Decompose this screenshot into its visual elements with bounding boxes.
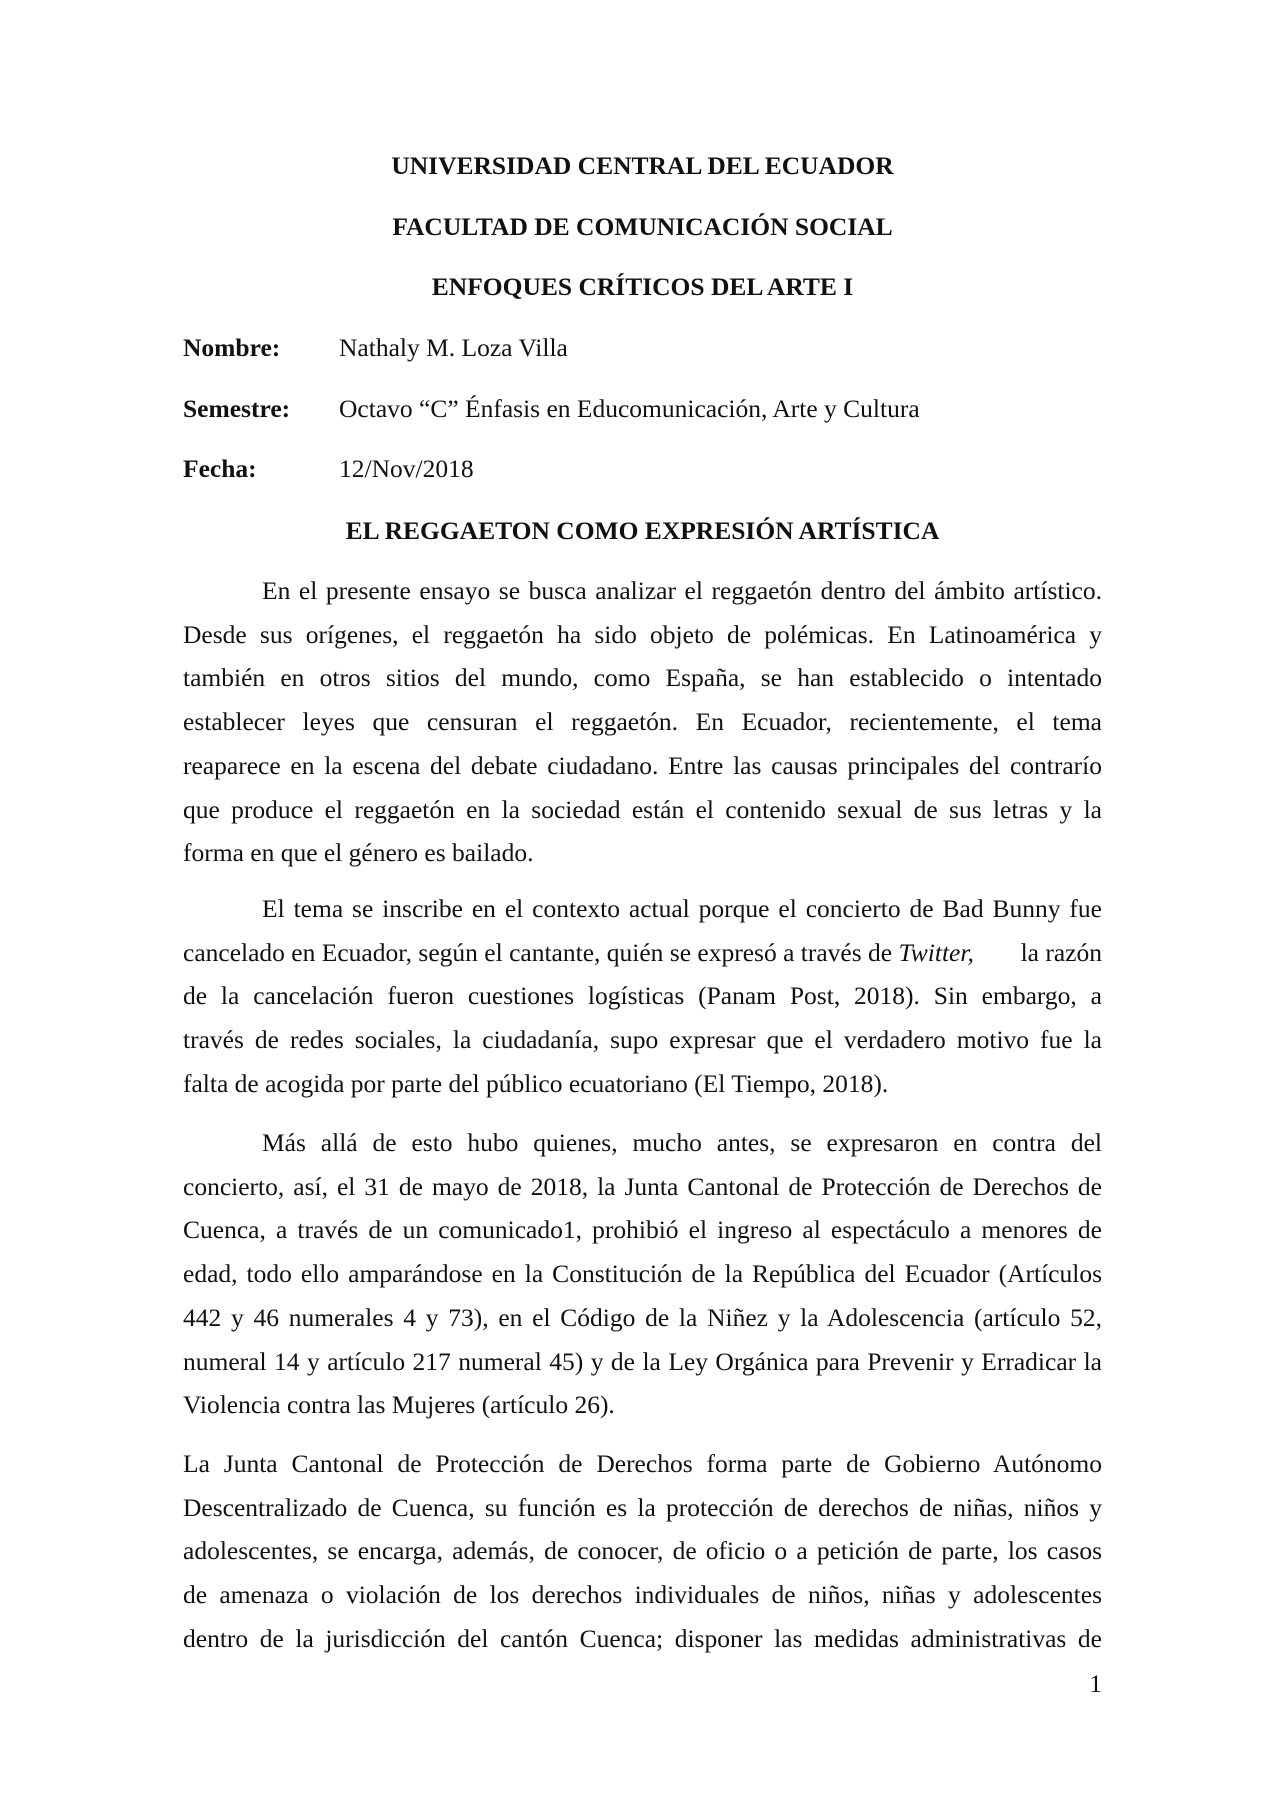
text-line: forma en que el género es bailado. xyxy=(183,838,534,868)
text-line: de la cancelación fueron cuestiones logísticas (Panam Post, 2018). Sin embargo, a xyxy=(183,981,1102,1011)
text-segment: la razón xyxy=(1014,937,1102,967)
text-line: también en otros sitios del mundo, como España, se han establecido o intentado xyxy=(183,663,1102,693)
text-line: Descentralizado de Cuenca, su función es la protección de derechos de niñas, niños y xyxy=(183,1492,1102,1522)
text-line: El tema se inscribe en el contexto actual porque el concierto de Bad Bunny fue xyxy=(262,894,1102,923)
info-value: Nathaly M. Loza Villa xyxy=(339,333,568,362)
text-line: edad, todo ello amparándose en la Constitución de la República del Ecuador (Artículos xyxy=(183,1259,1102,1289)
course-heading: ENFOQUES CRÍTICOS DEL ARTE I xyxy=(431,272,854,301)
text-line: numeral 14 y artículo 217 numeral 45) y de la Ley Orgánica para Prevenir y Erradicar la xyxy=(183,1346,1102,1376)
paragraph-3 xyxy=(183,1121,1102,1427)
info-label: Fecha: xyxy=(183,454,257,483)
text-line: establecer leyes que censuran el reggaetón. En Ecuador, recientemente, el tema xyxy=(183,707,1102,737)
text-line: Más allá de esto hubo quienes, mucho antes, se expresaron en contra del xyxy=(262,1128,1102,1157)
info-row-date xyxy=(183,447,1102,491)
text-line: Violencia contra las Mujeres (artículo 26). xyxy=(183,1390,615,1420)
text-line: falta de acogida por parte del público ecuatoriano (El Tiempo, 2018). xyxy=(183,1068,889,1098)
paragraph-4 xyxy=(183,1442,1102,1661)
paragraph-1 xyxy=(183,569,1102,875)
text-line: 442 y 46 numerales 4 y 73), en el Código de la Niñez y la Adolescencia (artículo 52, xyxy=(183,1302,1102,1332)
info-label: Nombre: xyxy=(183,333,281,362)
text-line: En el presente ensayo se busca analizar el reggaetón dentro del ámbito artístico. xyxy=(262,576,1102,605)
text-line: que produce el reggaetón en la sociedad están el contenido sexual de sus letras y la xyxy=(183,794,1102,824)
text-line: Cuenca, a través de un comunicado1, prohibió el ingreso al espectáculo a menores de xyxy=(183,1215,1102,1245)
text-line: concierto, así, el 31 de mayo de 2018, la Junta Cantonal de Protección de Derechos de xyxy=(183,1171,1102,1201)
faculty-heading: FACULTAD DE COMUNICACIÓN SOCIAL xyxy=(392,212,893,241)
twitter-italic: Twitter, xyxy=(898,937,974,967)
text-line: través de redes sociales, la ciudadanía, supo expresar que el verdadero motivo fue la xyxy=(183,1025,1102,1055)
text-line: reaparece en la escena del debate ciudadano. Entre las causas principales del contrarío xyxy=(183,750,1102,780)
info-value: 12/Nov/2018 xyxy=(339,454,474,483)
info-row-semester xyxy=(183,387,1102,431)
essay-title: EL REGGAETON COMO EXPRESIÓN ARTÍSTICA xyxy=(345,516,940,545)
text-line xyxy=(183,931,1102,975)
paragraph-2 xyxy=(183,887,1102,1106)
text-line: de amenaza o violación de los derechos individuales de niños, niñas y adolescentes xyxy=(183,1580,1102,1610)
info-value: Octavo “C” Énfasis en Educomunicación, Arte y Cultura xyxy=(339,394,920,423)
info-label: Semestre: xyxy=(183,394,291,423)
university-heading: UNIVERSIDAD CENTRAL DEL ECUADOR xyxy=(391,151,894,180)
text-line: adolescentes, se encarga, además, de conocer, de oficio o a petición de parte, los casos xyxy=(183,1536,1102,1566)
info-row-name xyxy=(183,326,1102,370)
text-line: La Junta Cantonal de Protección de Derechos forma parte de Gobierno Autónomo xyxy=(183,1449,1102,1478)
text-line: dentro de la jurisdicción del cantón Cuenca; disponer las medidas administrativas de xyxy=(183,1623,1102,1653)
text-segment: cancelado en Ecuador, según el cantante, quién se expresó a través de xyxy=(183,937,899,967)
page-number: 1 xyxy=(1089,1669,1102,1698)
text-line: Desde sus orígenes, el reggaetón ha sido objeto de polémicas. En Latinoamérica y xyxy=(183,619,1102,649)
